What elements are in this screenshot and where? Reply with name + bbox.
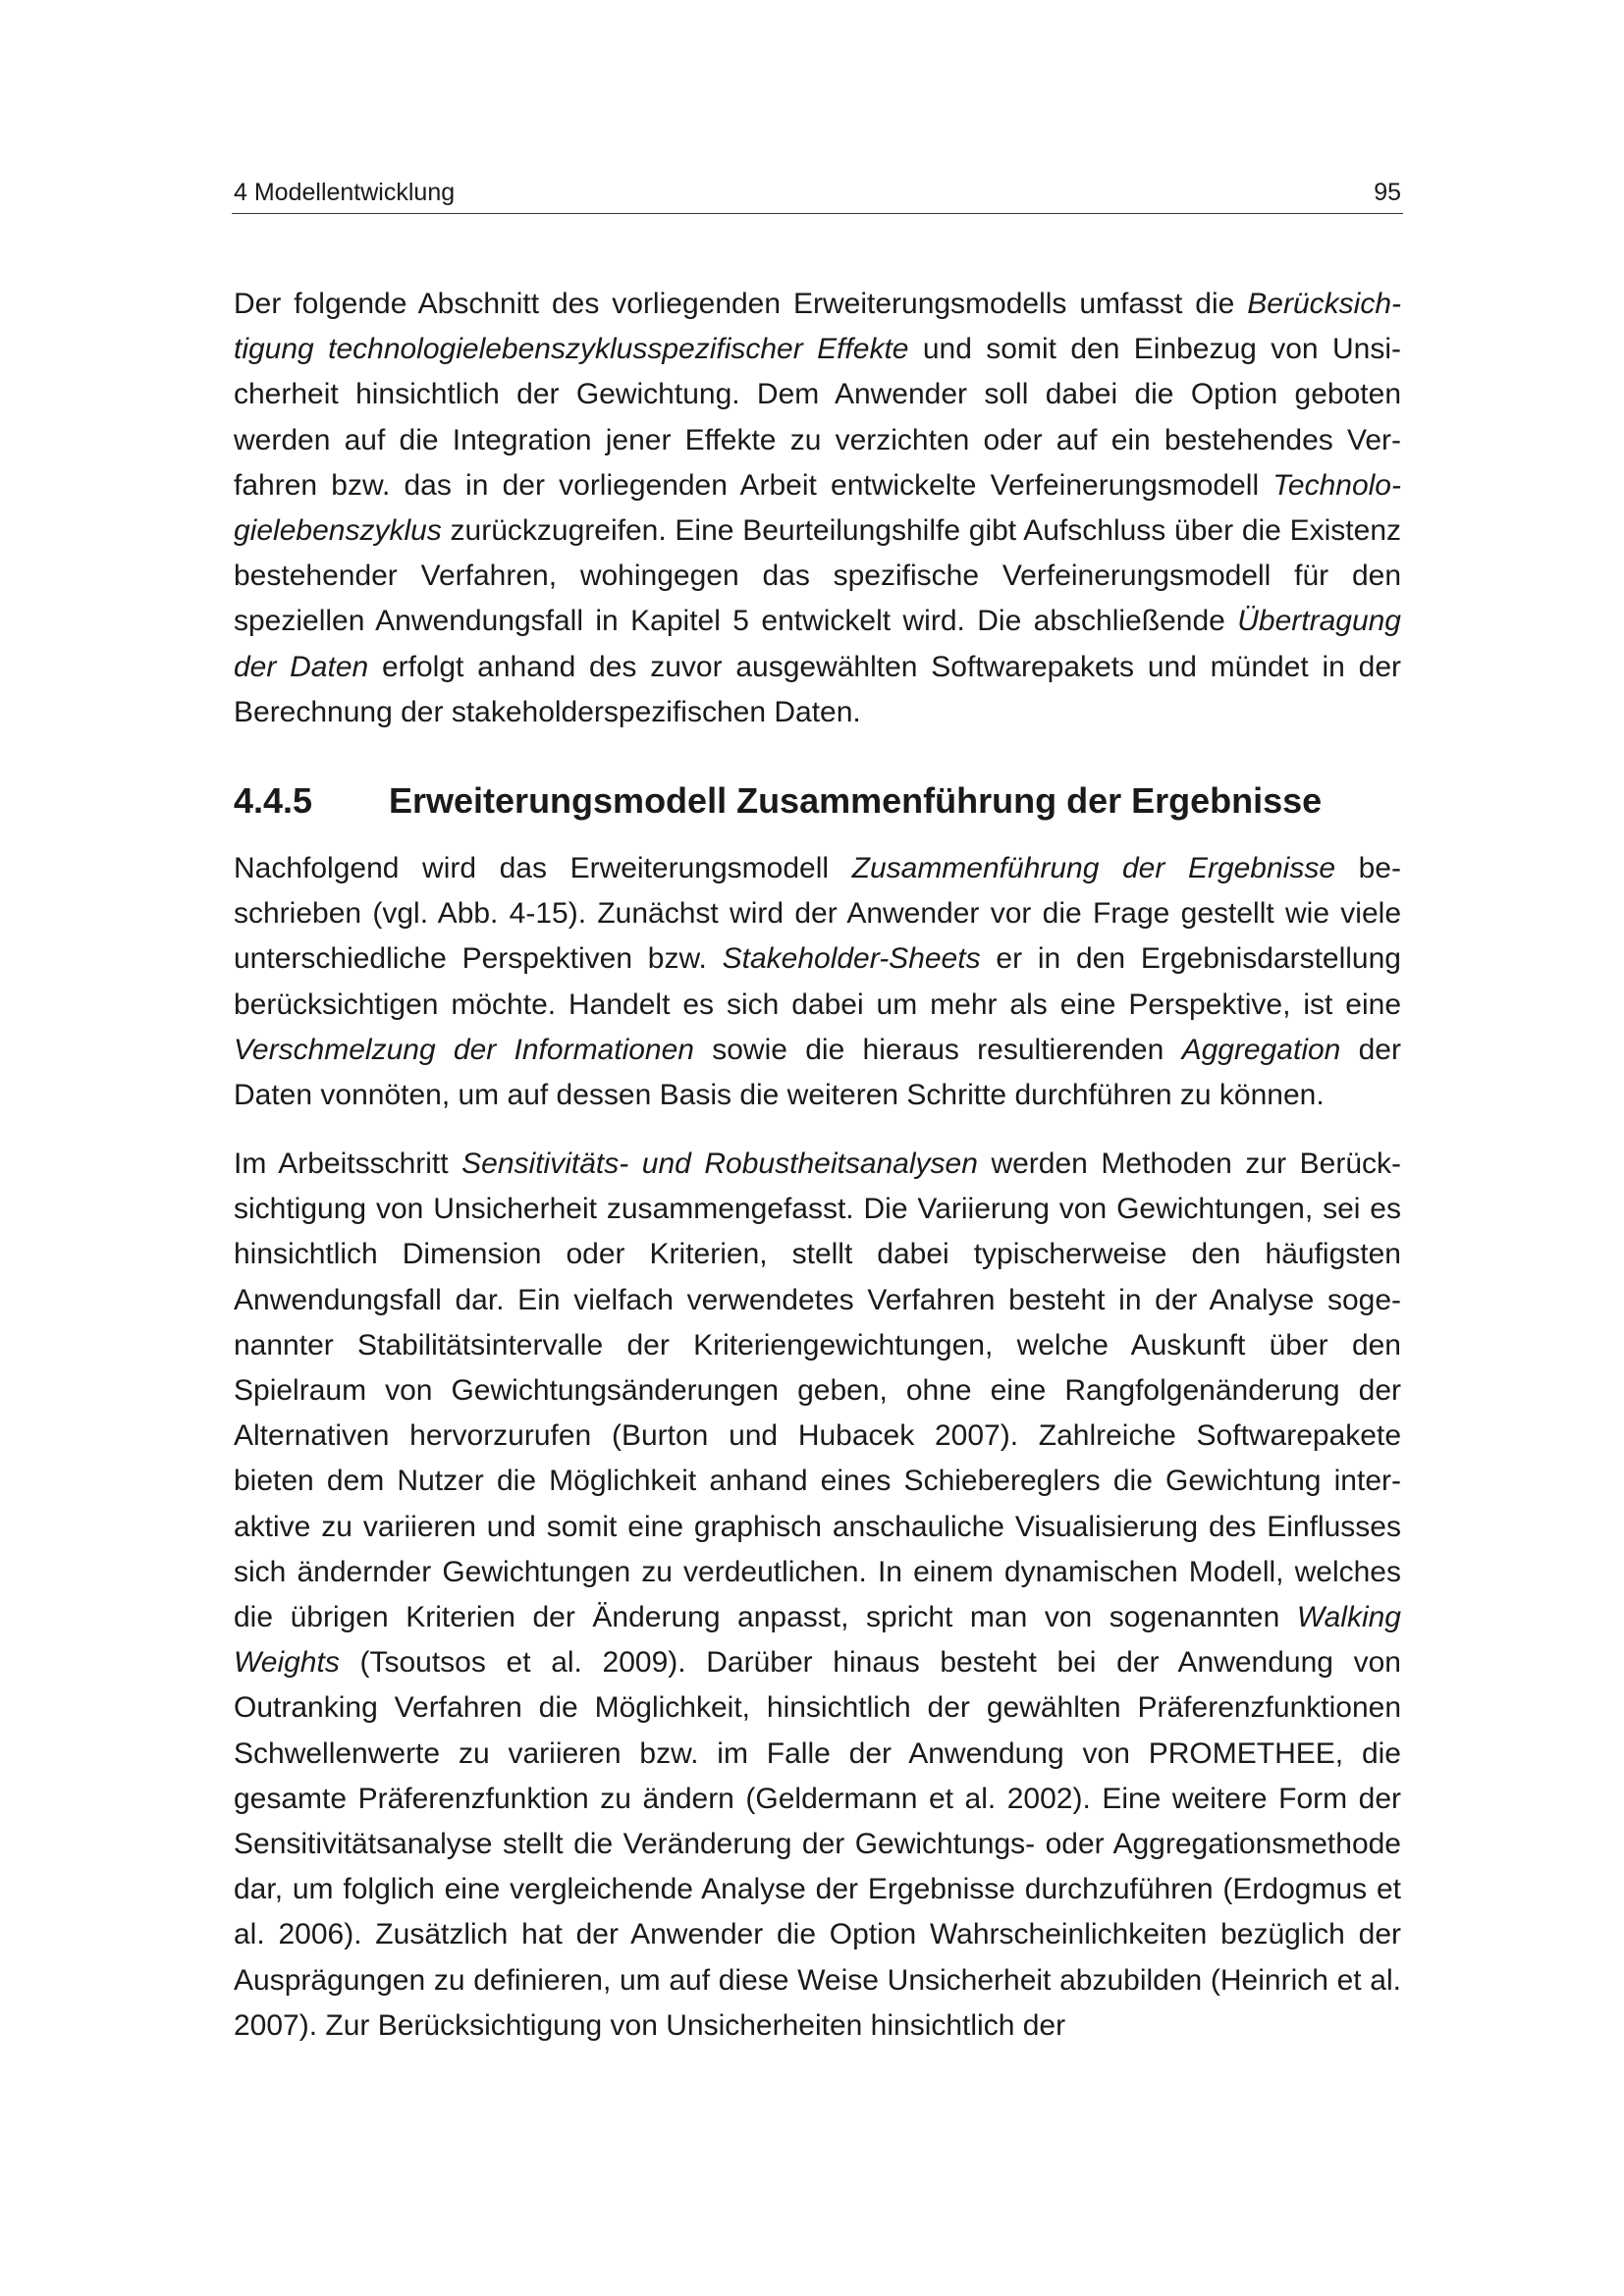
text-run: Nachfolgend wird das Erweiterungsmodell — [234, 852, 852, 884]
paragraph-3 — [234, 1142, 1401, 2049]
emphasis-term: Stakeholder-Sheets — [722, 942, 981, 976]
text-run: (Tsoutsos et al. 2009). Darüber hinaus besteht bei der Anwendung von Outranking Verfahren die Möglichkeit, hinsichtlich der gewählten Präferenzfunktionen Schwellenwerte zu variieren bzw. im Falle der Anwendung von PROMETHEE, die gesamte Präferenzfunktion zu ändern (Geldermann et al. 2002). Eine weitere Form der Sensitivitätsanalyse stellt die Veränderung der Gewichtungs- oder Aggregationsmethode dar, um folglich eine vergleichende Analyse der Ergebnisse durchzuführen (Erdogmus et al. 2006). Zusätzlich hat der Anwender die Option Wahrscheinlichkeiten bezüglich der Ausprägungen zu definieren, um auf diese Weise Unsicherheit abzubilden (Heinrich et al. 2007). Zur Berücksichtigung von Unsicherheiten hinsichtlich der — [234, 1646, 1401, 2042]
emphasis-term: Übertragung der Daten — [234, 605, 1401, 683]
emphasis-term: Zusammenführung der Ergebnisse — [851, 852, 1336, 884]
text-run: Im Arbeitsschritt — [234, 1148, 462, 1180]
emphasis-term: Walking Weights — [234, 1601, 1401, 1680]
text-run: sowie die hieraus resultierenden — [693, 1033, 1182, 1066]
text-run: und somit den Einbezug von Unsicherheit hinsichtlich der Gewichtung. Dem Anwender soll dabei die Option geboten werden auf die Integration jener Effekte zu verzichten oder auf ein bestehendes Verfahren bzw. das in der vorliegenden Arbeit entwickelte Verfeinerungsmodell — [234, 333, 1401, 502]
page-number: 95 — [1374, 179, 1401, 206]
text-run: der Daten vonnöten, um auf dessen Basis die weiteren Schritte durchführen zu können. — [234, 1033, 1401, 1112]
text-run: zurückzugreifen. Eine Beurteilungshilfe gibt Aufschluss über die Existenz bestehender Verfahren, wohingegen das spezifische Verfeinerungsmodell für den speziellen Anwendungsfall in Kapitel 5 entwickelt wird. Die abschließende — [234, 514, 1401, 638]
text-run: beschrieben (vgl. Abb. 4-15). Zunächst wird der Anwender vor die Frage gestellt wie viele unterschiedliche Perspektiven bzw. — [234, 852, 1401, 976]
paragraph-1 — [234, 282, 1401, 735]
section-number: 4.4.5 — [234, 780, 313, 821]
text-run: werden Methoden zur Berücksichtigung von Unsicherheit zusammengefasst. Die Variierung von Gewichtungen, sei es hinsichtlich Dimension oder Kriterien, stellt dabei typischerweise den häufigsten Anwendungsfall dar. Ein vielfach verwendetes Verfahren besteht in der Analyse sogenannter Stabilitätsintervalle der Kriteriengewichtungen, welche Auskunft über den Spielraum von Gewichtungsänderungen geben, ohne eine Rangfolgenänderung der Alternativen hervorzurufen (Burton und Hubacek 2007). Zahlreiche Softwarepakete bieten dem Nutzer die Möglichkeit anhand eines Schiebereglers die Gewichtung interaktive zu variieren und somit eine graphisch anschauliche Visualisierung des Einflusses sich ändernder Gewichtungen zu verdeutlichen. In einem dynamischen Modell, welches die übrigen Kriterien der Änderung anpasst, spricht man von sogenannten — [234, 1148, 1401, 1634]
text-run: Der folgende Abschnitt des vorliegenden Erweiterungsmodells umfasst die — [234, 288, 1248, 320]
emphasis-term: Verschmelzung der Informationen — [234, 1033, 694, 1066]
section-title: Erweiterungsmodell Zusammenführung der Ergebnisse — [389, 780, 1323, 821]
emphasis-term: Technologielebenszyklus — [234, 468, 1401, 548]
emphasis-term: Berücksichtigung technologielebenszyklusspezifischer Effekte — [234, 288, 1401, 366]
text-run: er in den Ergebnisdarstellung berücksichtigen möchte. Handelt es sich dabei um mehr als eine Perspektive, ist eine — [234, 942, 1401, 1021]
emphasis-term: Aggregation — [1181, 1033, 1341, 1066]
running-header — [232, 175, 1403, 214]
emphasis-term: Sensitivitäts- und Robustheitsanalysen — [461, 1148, 978, 1180]
paragraph-2 — [234, 846, 1401, 1118]
section-heading — [234, 778, 1322, 824]
text-run: erfolgt anhand des zuvor ausgewählten Softwarepakets und mündet in der Berechnung der stakeholderspezifischen Daten. — [234, 650, 1402, 728]
chapter-title: 4 Modellentwicklung — [234, 179, 456, 206]
